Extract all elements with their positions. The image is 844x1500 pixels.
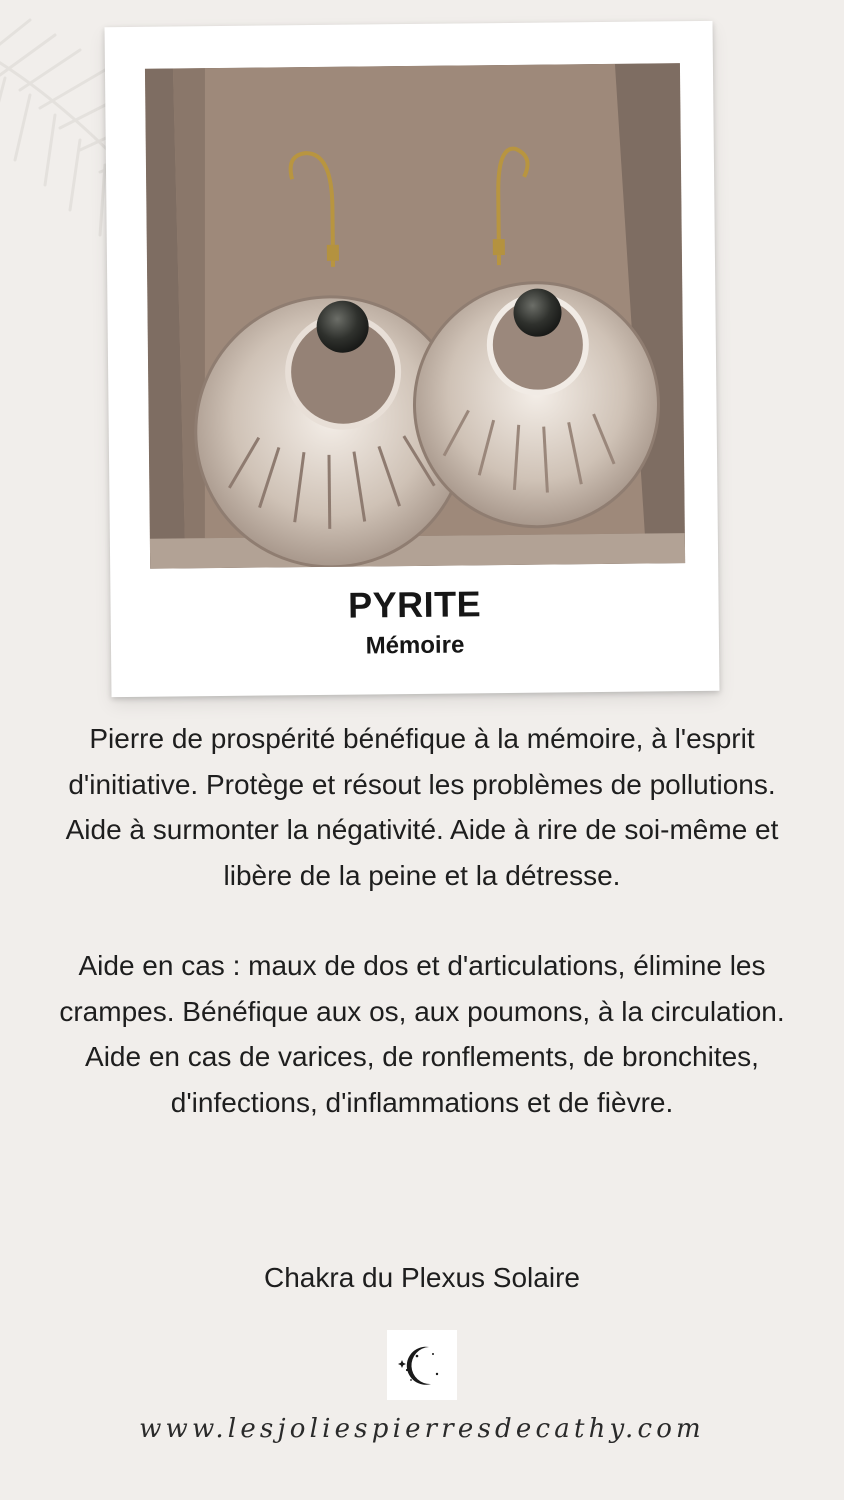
product-photo (145, 63, 685, 569)
brand-logo (387, 1330, 457, 1400)
description-paragraph-3: Aide en cas : maux de dos et d'articulations, élimine les crampes. Bénéfique aux os, aux poumons, à la circulation. Aide en cas de varices, de ronflements, de bronchites, d'infections, d'inflammations et de fièvre. (59, 950, 785, 1118)
description-paragraph-2: Aide à surmonter la négativité. Aide à rire de soi-même et libère de la peine et la détresse. (65, 814, 779, 891)
earrings-illustration (145, 63, 685, 569)
crescent-moon-stars-icon (387, 1330, 457, 1400)
stone-name: PYRITE (347, 583, 482, 626)
paragraph-spacer (30, 898, 814, 943)
description-paragraph-1: Pierre de prospérité bénéfique à la mémoire, à l'esprit d'initiative. Protège et résout les problèmes de pollutions. (68, 723, 776, 800)
chakra-label: Chakra du Plexus Solaire (264, 1262, 580, 1293)
description-block (30, 716, 814, 1125)
stone-subtitle: Mémoire (365, 631, 465, 660)
polaroid-card (105, 21, 720, 697)
website-link[interactable]: www.lesjoliespierresdecathy.com (139, 1414, 705, 1444)
